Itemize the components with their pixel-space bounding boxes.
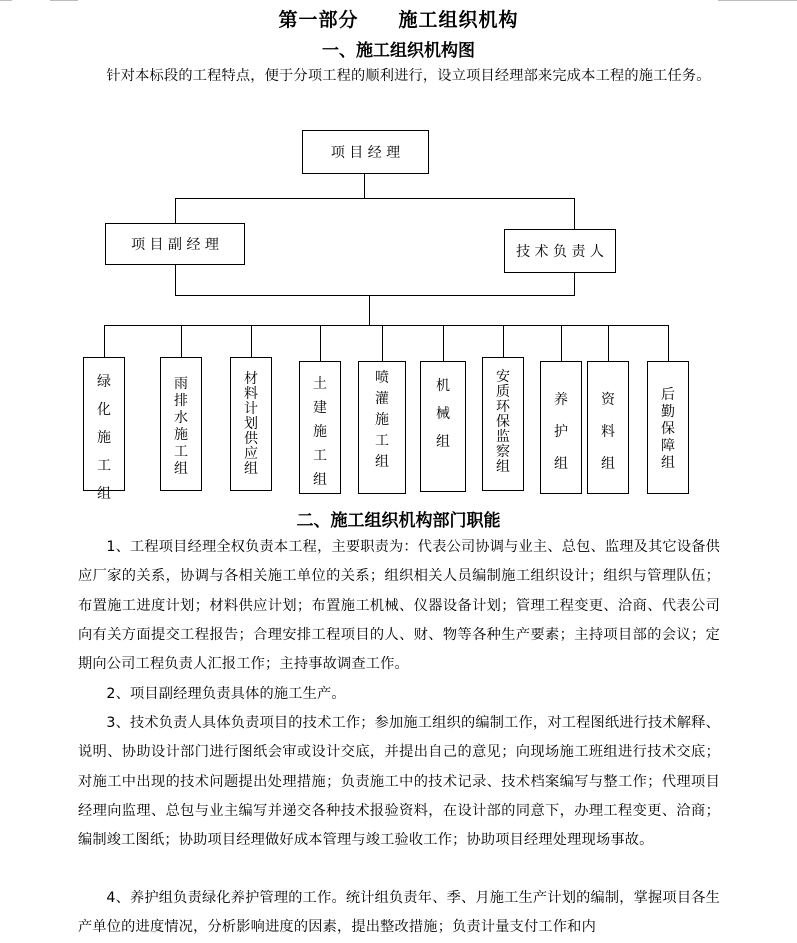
paragraph-1: 1、工程项目经理全权负责本工程，主要职责为：代表公司协调与业主、总包、监理及其它设备供应厂家的关系，协调与各相关施工单位的关系；组织相关人员编制施工组织设计；组织与管理队伍；布置施工进度计划；材料供应计划；布置施工机械、仪器设备计划；管理工程变更、洽商、代表公司向有关方面提交工程报告；合理安排工程项目的人、财、物等各种生产要素；主持项目部的会议；定期向公司工程负责人汇报工作；主持事故调查工作。 — [78, 539, 720, 673]
connector — [574, 272, 575, 295]
page-top-border-right — [718, 0, 797, 1]
org-label-deputy: 项 目 副 经 理 — [131, 237, 219, 253]
connector — [503, 325, 504, 357]
org-box-group — [420, 361, 466, 492]
org-label-group: 后 勤 保 障 组 — [661, 387, 675, 471]
page-top-border-mid — [50, 0, 78, 1]
part-title: 第一部分 施工组织机构 — [278, 9, 519, 31]
section1-title: 一、施工组织机构图 — [322, 41, 475, 61]
section2-title: 二、施工组织机构部门职能 — [296, 511, 501, 531]
org-box-group — [230, 357, 272, 491]
org-label-manager: 项 目 经 理 — [330, 145, 401, 161]
paragraph-3: 3、技术负责人具体负责项目的技术工作；参加施工组织的编制工作，对工程图纸进行技术解释、说明、协助设计部门进行图纸会审或设计交底，并提出自己的意见；向现场施工班组进行技术交底；对施工中出现的技术问题提出处理措施；负责施工中的技术记录、技术档案编写与整工作；代理项目经理向监理、总包与业主编写并递交各种技术报验资料，在设计部的同意下，办理工程变更、洽商；编制竣工图纸；协助项目经理做好成本管理与竣工验收工作；协助项目经理处理现场事故。 — [78, 715, 720, 849]
org-box-group — [358, 361, 406, 494]
org-box-group — [540, 361, 582, 494]
intro-paragraph: 针对本标段的工程特点，便于分项工程的顺利进行，设立项目经理部来完成本工程的施工任务。 — [106, 68, 711, 84]
org-label-group: 安 质 环 保 监 察 组 — [496, 369, 510, 475]
org-box-group — [587, 361, 629, 494]
connector — [104, 325, 669, 326]
org-label-group: 材 料 计 划 供 应 组 — [244, 371, 258, 477]
org-label-group: 雨 排 水 施 工 组 — [174, 376, 188, 477]
paragraph-2: 2、项目副经理负责具体的施工生产。 — [106, 686, 346, 702]
connector — [608, 325, 609, 361]
connector — [175, 198, 176, 223]
connector — [104, 325, 105, 357]
connector — [175, 295, 575, 296]
connector — [382, 325, 383, 361]
org-label-group: 喷 灌 施 工 组 — [375, 370, 389, 470]
connector — [175, 198, 575, 199]
org-box-group — [160, 357, 202, 491]
page-top-border-left — [0, 0, 12, 1]
org-box-group — [83, 357, 125, 502]
connector — [364, 173, 365, 198]
connector — [181, 325, 182, 357]
connector — [668, 325, 669, 361]
connector — [443, 325, 444, 361]
org-label-tech: 技 术 负 责 人 — [516, 244, 604, 260]
connector — [574, 198, 575, 229]
connector — [251, 325, 252, 357]
org-label-group: 土 建 施 工 组 — [313, 376, 327, 488]
connector — [320, 325, 321, 361]
org-label-group: 绿 化 施 工 组 — [97, 374, 111, 502]
org-label-group: 机 械 组 — [436, 378, 450, 450]
org-label-group: 养 护 组 — [554, 392, 568, 472]
org-box-tech — [504, 229, 616, 273]
org-box-group — [647, 361, 689, 494]
paragraph-4: 4、养护组负责绿化养护管理的工作。统计组负责年、季、月施工生产计划的编制，掌握项目各生产单位的进度情况，分析影响进度的因素，提出整改措施；负责计量支付工作和内 — [78, 890, 720, 936]
org-box-deputy — [105, 223, 245, 265]
connector — [369, 295, 370, 325]
org-box-group — [482, 357, 524, 491]
org-label-group: 资 料 组 — [601, 392, 615, 472]
connector — [175, 264, 176, 295]
org-box-manager — [302, 130, 429, 174]
org-box-group — [299, 361, 341, 494]
connector — [561, 325, 562, 361]
